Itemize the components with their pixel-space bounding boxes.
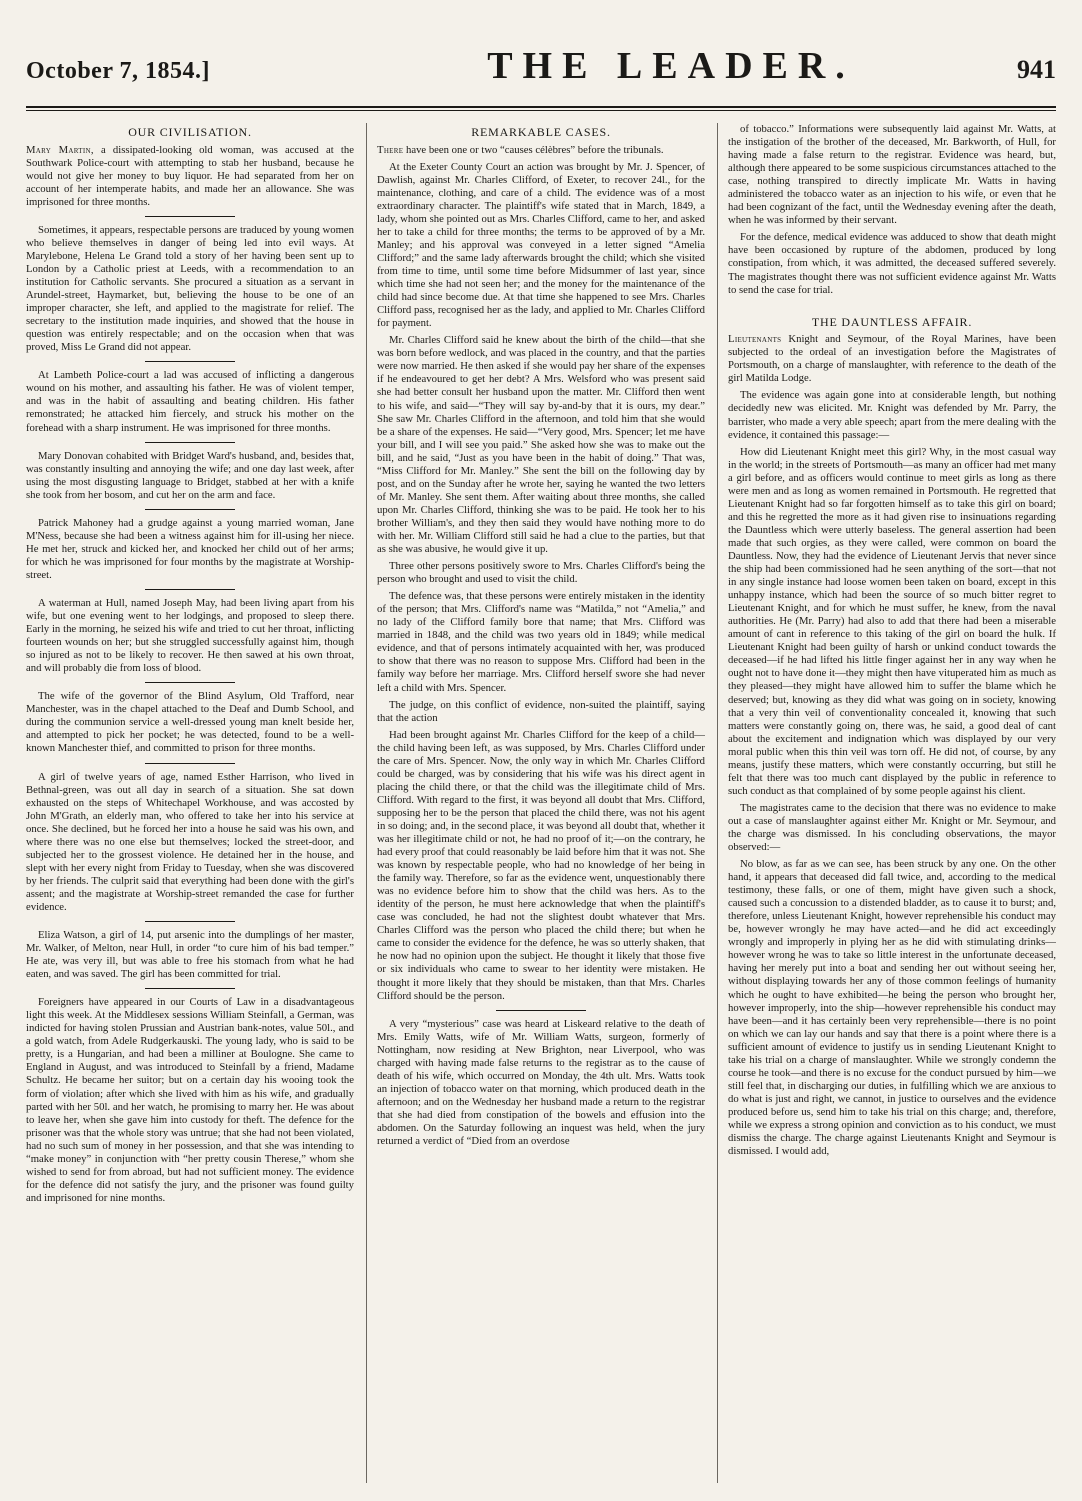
article-paragraph bbox=[377, 144, 705, 157]
paragraph-text: For the defence, medical evidence was adduced to show that death might have been occasioned by rupture of the abdomen, produced by long constipation, from which, it was admitted, the deceased suffered severely. The magistrates thought there was not sufficient evidence against Mr. Watts to send the case for trial. bbox=[728, 231, 1056, 296]
paper-title: THE LEADER. bbox=[487, 45, 855, 87]
article-paragraph bbox=[728, 446, 1056, 798]
paragraph-text: The magistrates came to the decision that there was no evidence to make out a case of manslaughter against either Mr. Knight or Mr. Seymour, and the charge was dismissed. In his concluding observations, the mayor observed:— bbox=[728, 801, 1056, 854]
paragraph-text: have been one or two “causes célèbres” before the tribunals. bbox=[403, 143, 664, 156]
article-paragraph bbox=[377, 590, 705, 694]
column-2 bbox=[366, 123, 705, 1483]
paragraph-text: At Lambeth Police-court a lad was accused of inflicting a dangerous wound on his mother, and assaulting his father. He was of violent temper, and was in the habit of assaulting and beating children. His father remonstrated; he attacked him fiercely, and struck his mother on the forehead with a sharp instrument. He was imprisoned for three months. bbox=[26, 369, 354, 434]
article-separator bbox=[145, 589, 235, 590]
paragraph-text: A very “mysterious” case was heard at Liskeard relative to the death of Mrs. Emily Watts, wife of Mr. William Watts, surgeon, formerly of Nottingham, now residing at New Brighton, near Liverpool, who was charged with having made false returns to the registrar as to the cause of death of his wife, which occurred on Monday, the 4th ult. Mrs. Watts took an injection of tobacco water on that morning, which produced death in the afternoon; and on the Wednesday her husband made a return to the registrar that she had died from constipation of the bowels and effusion into the abdomen. On the Saturday following an inquest was held, when the jury returned a verdict of “Died from an overdose bbox=[377, 1017, 705, 1148]
paragraph-text: Eliza Watson, a girl of 14, put arsenic into the dumplings of her master, Mr. Walker, of Melton, near Hull, in order “to cure him of his bad temper.” He ate, was very ill, but was able to free his stomach from what he had eaten, and was saved. The girl has been committed for trial. bbox=[26, 929, 354, 981]
article-paragraph bbox=[728, 389, 1056, 441]
paragraph-text: The wife of the governor of the Blind Asylum, Old Trafford, near Manchester, was in the chapel attached to the Deaf and Dumb School, and during the communion service a well-dressed young man knelt beside her, and attempted to pick her pocket; he was detected, found to be a well-known Manchester thief, and committed to prison for three months. bbox=[26, 690, 354, 755]
article-separator bbox=[496, 1010, 586, 1011]
paragraph-text: Mary Donovan cohabited with Bridget Ward's husband, and, besides that, was constantly insulting and annoying the wife; and one day last week, after using the most disgusting language to Bridget, stabbed at her with a knife she took from her bosom, and cut her on the arm and face. bbox=[26, 449, 354, 501]
article-separator bbox=[145, 763, 235, 764]
article-separator bbox=[145, 682, 235, 683]
section-heading-remarkable-cases: REMARKABLE CASES. bbox=[471, 125, 611, 139]
section-heading-dauntless-affair: THE DAUNTLESS AFFAIR. bbox=[811, 314, 973, 329]
section-heading-our-civilisation: OUR CIVILISATION. bbox=[128, 125, 252, 139]
article-list bbox=[728, 333, 1056, 1158]
article-paragraph bbox=[26, 450, 354, 502]
article-paragraph bbox=[26, 929, 354, 981]
article-separator bbox=[145, 361, 235, 362]
article-paragraph bbox=[26, 144, 354, 209]
article-paragraph bbox=[26, 597, 354, 675]
article-list bbox=[377, 144, 705, 1148]
paragraph-text: Had been brought against Mr. Charles Clifford for the keep of a child—the child having been left, as was supposed, by Mrs. Charles Clifford under the care of Mrs. Spencer. Now, the only way in which Mr. Charles Clifford could be charged, was by considering that his wife was his direct agent in placing the child there, or that the child was the illegitimate child of Mrs. Clifford. With regard to the first, it was beyond all doubt that Mrs. Clifford, supposing her to be the person that placed the child there, was not his agent in so doing; and, in the second place, it was beyond all doubt that, whether it was her illegitimate child or not, he had no proof of it;—on the contrary, he had every proof that could reasonably be laid before him that it was not. She was known by respectable people, who had no knowledge of her being in the family way. Therefore, so far as the evidence went, unquestionably there was no evidence before him to show that the child was hers. As to the identity of the person, he must here acknowledge that when the plaintiff's case was concluded, he had not the slightest doubt whatever that Mrs. Charles Clifford was the person who placed the child there; but when he came to consider the evidence for the defence, he was so utterly shaken, that he now had no opinion upon the subject. He thought it likely that those five or six individuals who came to swear to her identity were mistaken. He thought it more likely that they should be mistaken, than that Mrs. Charles Clifford should be the person. bbox=[377, 728, 705, 1002]
article-paragraph bbox=[26, 224, 354, 354]
paragraph-text: Three other persons positively swore to Mrs. Charles Clifford's being the person who brought and used to visit the child. bbox=[377, 560, 705, 586]
paragraph-text: A girl of twelve years of age, named Esther Harrison, who lived in Bethnal-green, was out all day in search of a situation. She sat down exhausted on the steps of Whitechapel Workhouse, and was accosted by John M'Grath, an elderly man, who offered to take her into his service at once. She declined, but he forced her into a house he said was his own, and where there was no one else but themselves; locked the street-door, and subjected her to the grossest violence. He detained her in the house, and slept with her every night from Friday to Tuesday, when she was discovered by her friends. The culprit said that everything had been done with the girl's assent; and the magistrate at Worship-street remanded the case for further evidence. bbox=[26, 770, 354, 913]
article-paragraph bbox=[26, 771, 354, 915]
article-paragraph bbox=[728, 333, 1056, 385]
paragraph-text: of tobacco.” Informations were subsequently laid against Mr. Watts, at the instigation of the brother of the deceased, Mr. Barkworth, of Hull, for having made a false return to the registrar. Evidence was heard, but, although there appeared to be some suspicious circumstances attached to the case, nothing transpired to directly implicate Mr. Watts in having administered the tobacco water as an injection to his wife, or even that he had been cognizant of the fact, until the Wednesday evening after the death, when he was informed by their servant. bbox=[728, 123, 1056, 227]
article-paragraph bbox=[377, 161, 705, 331]
lead-word: Mary Martin, bbox=[26, 143, 94, 156]
paragraph-text: Patrick Mahoney had a grudge against a young married woman, Jane M'Ness, because she had been a witness against him for ill-using her niece. He met her, struck and kicked her, and knocked her child out of her arms; for which he was imprisoned for four months by the magistrate at Worship-street. bbox=[26, 516, 354, 581]
article-paragraph bbox=[728, 858, 1056, 1158]
columns bbox=[26, 123, 1056, 1483]
masthead bbox=[26, 44, 1056, 104]
article-separator bbox=[145, 509, 235, 510]
paragraph-text: No blow, as far as we can see, has been struck by any one. On the other hand, it appears that deceased did fall twice, and, according to the medical testimony, these falls, or one of them, might have given such a shock, caused such a concussion to a distended bladder, as to cause it to burst; and, therefore, unless Lieutenant Knight, however reprehensible his conduct may be, however wrongly he may have acted—and he did act exceedingly wrongly and improperly in plying her as he did with stimulating drinks—however wrong he was to take so little interest in the unfortunate deceased, having her merely put into a boat and sending her out without seeing her, without displaying towards her any of those common feelings of humanity which he ought to have exhibited—he being the person who brought her, however improperly, into the ship—however reprehensible his conduct may have been—and it has certainly been very reprehensible—there is no point on which we can lay our hands and say that there is a point where there is a sufficient amount of evidence to justify us in sending Lieutenant Knight to take his trial on a charge of manslaughter. While we strongly condemn the course he took—and there is no excuse for the conduct pursued by him—we still feel that, in discharging our duties, in fulfilling which we are anxious to do what is just and right, we cannot, in justice to ourselves and the evidence produced before us, send him to take his trial on this charge; and, therefore, while we express a strong opinion and conviction as to his conduct, we must dismiss the charge. The charge against Lieutenants Knight and Seymour is dismissed. I would add, bbox=[728, 858, 1056, 1158]
article-paragraph bbox=[377, 1018, 705, 1148]
paragraph-text: Foreigners have appeared in our Courts of Law in a disadvantageous light this week. At the Middlesex sessions William Steinfall, a German, was indicted for having stolen Prussian and Austrian bank-notes, value 50l., and a gold watch, from Adele Rudgerkauski. The young lady, who is said to be pretty, is a Hungarian, and had been a milliner at Boulogne. She came to England in August, and was introduced to Steinfall by a friend, Madame Schultz. He became her suitor; but on a certain day his wooing took the form of violation; after which she lived with him as his wife, and gradually parted with her 50l. and her watch, he promising to marry her. He was about to leave her, when she gave him into custody for theft. The defence for the prisoner was that the whole story was untrue; that she had not been violated, had no such sum of money in her possession, and that she was intending to “make money” in conjunction with “her pretty cousin Therese,” whom she wished to send for from abroad, but had not sufficient money. The evidence for the defence did not satisfy the jury, and the prisoner was found guilty and imprisoned for nine months. bbox=[26, 996, 354, 1204]
column-1 bbox=[26, 123, 354, 1483]
article-paragraph bbox=[728, 231, 1056, 296]
issue-date: October 7, 1854.] bbox=[26, 58, 211, 84]
article-paragraph bbox=[728, 123, 1056, 227]
paragraph-text: How did Lieutenant Knight meet this girl? Why, in the most casual way in the world; in the streets of Portsmouth—as many an officer had met many a girl before, and as officers would continue to meet girls as long as there were men and as long as women remained in Portsmouth. He regretted that Lieutenant Knight had so far forgotten himself as to take this girl on board; and this he regretted the more as it had given rise to insinuations regarding the Dauntless which were utterly baseless. The general assertion had been made that such orgies, as they were called, were common on board the Dauntless. Now, they had the evidence of Lieutenant Jervis that never since the ship had been commissioned had he seen anything of the sort—that not in any single instance had loose women been taken on board, except in this unhappy instance, which had been the source of so much bitter regret to Lieutenant Knight, and for which he must suffer, he knew, from the naval authorities. He (Mr. Parry) had also to add that there had been a miserable amount of cant in reference to this taking of the girl on board the hulk. If Lieutenant Knight had been guilty of harsh or unkind conduct towards the deceased—if he had lifted his little finger against her in any way when he ought not to have done it—they might then have vituperated him as much as they pleased—they might have allowed him to suffer the blame which he deserved; but, knowing as they did what was going on in society, knowing that a very thin veil of conventionality concealed it, knowing that such matters were constantly going on, there was, he said, a good deal of cant about the excitement and indignation which was displayed by our very moral public when this thin veil was torn off. He did not, of course, by any means, justify these matters, which were constantly occurring, but still he felt that there was too much cant displayed by the public in reference to such conduct as that complained of by some people against his client. bbox=[728, 445, 1056, 797]
article-continuation bbox=[728, 123, 1056, 297]
article-paragraph bbox=[26, 517, 354, 582]
article-paragraph bbox=[377, 699, 705, 725]
page-number: 941 bbox=[1017, 55, 1056, 84]
article-paragraph bbox=[377, 560, 705, 586]
article-separator bbox=[145, 216, 235, 217]
article-paragraph bbox=[26, 690, 354, 755]
masthead-rule bbox=[26, 106, 1056, 111]
article-separator bbox=[145, 988, 235, 989]
paragraph-text: Mr. Charles Clifford said he knew about the birth of the child—that she was born before wedlock, and was placed in the country, and that the parties were now married. He then asked if she would pay her share of the expenses if he endeavoured to get her debt? A Mrs. Welsford who was present said she had better consult her husband upon the matter. Mr. Clifford then went to his wife, and said—“They will say by-and-by that it is ours, my dear.” She saw Mr. Charles Clifford in the afternoon, and told him that she would be a share of the expenses. He said—“Very good, Mrs. Spencer; let me have your bill, and I will see you paid.” She asked how she was to make out the bill, and he said, “Just as you have been in the habit of doing.” That was, “Miss Clifford for Mr. Manley.” She sent the bill on the following day by post, and on the Sunday after he wrote her, saying he wanted the two letters of Mr. Manley. She sent them. After waiting about three months, she called upon Mr. Charles Clifford, thinking she was to be paid. He took her to his brother William's, and they then said they would have nothing more to do with her. Mr. William Clifford still said he had a clue to the parties, but that as she was abusive, he would give it up. bbox=[377, 334, 705, 556]
paragraph-text: a dissipated-looking old woman, was accused at the Southwark Police-court with attempting to stab her husband, because he would not give her money to buy liquor. He had separated from her on account of her intemperate habits, and made her an allowance. She was imprisoned for three months. bbox=[26, 143, 354, 208]
article-paragraph bbox=[728, 802, 1056, 854]
article-separator bbox=[145, 921, 235, 922]
column-3 bbox=[717, 123, 1056, 1483]
paragraph-text: A waterman at Hull, named Joseph May, had been living apart from his wife, but one evening went to her lodgings, and proposed to sleep there. Early in the morning, he seized his wife and tried to cut her throat, inflicting fourteen wounds on her; but she struggled successfully against him, though so injured as not to be likely to recover. He then sawed at his own throat, and will probably die from loss of blood. bbox=[26, 596, 354, 675]
article-paragraph bbox=[26, 369, 354, 434]
paragraph-text: The judge, on this conflict of evidence, non-suited the plaintiff, saying that the action bbox=[377, 698, 705, 724]
article-paragraph bbox=[377, 729, 705, 1003]
paragraph-text: Knight and Seymour, of the Royal Marines, have been subjected to the ordeal of an investigation before the Magistrates of Portsmouth, on a charge of manslaughter, with reference to the death of the girl Matilda Lodge. bbox=[728, 333, 1056, 385]
article-paragraph bbox=[26, 996, 354, 1205]
article-separator bbox=[145, 442, 235, 443]
article-paragraph bbox=[377, 334, 705, 556]
article-list bbox=[26, 144, 354, 1205]
paragraph-text: The defence was, that these persons were entirely mistaken in the identity of the person; that Mrs. Clifford's name was “Matilda,” not “Amelia,” and no lady of the Clifford family bore that name; that Mrs. Clifford was married in 1848, and the child was two years old in 1849; while medical evidence, and that of persons intimately acquainted with her, was produced to show that there was no reason to suppose Mrs. Clifford had been in the family way before her marriage. Mrs. Clifford herself swore she had never left a child with Mrs. Spencer. bbox=[377, 590, 705, 694]
paragraph-text: The evidence was again gone into at considerable length, but nothing decidedly new was elicited. Mr. Knight was defended by Mr. Parry, the barrister, who made a very able speech; apart from the mere dealing with the evidence, it contained this passage:— bbox=[728, 389, 1056, 441]
paragraph-text: At the Exeter County Court an action was brought by Mr. J. Spencer, of Dawlish, against Mr. Charles Clifford, of Exeter, to recover 24l., for the maintenance, clothing, and care of a child. The evidence was of a most extraordinary character. The plaintiff's wife stated that in March, 1849, a lady, whom she pointed out as Mrs. Charles Clifford, came to her, and asked her to take a child for three months; the terms to be approved of by a Mr. Manley; and his approval was conveyed in a letter signed “Amelia Clifford;” and the same lady afterwards brought the child; which she visited from time to time, until some time before Midsummer of last year, since which time she had not seen her; and the money for the maintenance of the child had since become due. At that time she happened to see Mrs. Charles Clifford pass, recognised her as the lady, and applied to Mr. Charles Clifford for payment. bbox=[377, 160, 705, 330]
lead-word: Lieutenants bbox=[728, 333, 782, 346]
paragraph-text: Sometimes, it appears, respectable persons are traduced by young women who believe themselves in danger of being led into evil ways. At Marylebone, Helena Le Grand told a story of her having been sent up to London by a Catholic priest at Leeds, with a recommendation to an institution for Catholic servants. She procured a situation as a servant in Arundel-street, Haymarket, but, believing the house to be one of an improper character, she left, and applied to the magistrate for relief. The secretary to the institution made inquiries, and showed that the house in question was entirely respectable; and on the occasion when that was proved, Miss Le Grand did not appear. bbox=[26, 223, 354, 354]
lead-word: There bbox=[377, 143, 404, 156]
